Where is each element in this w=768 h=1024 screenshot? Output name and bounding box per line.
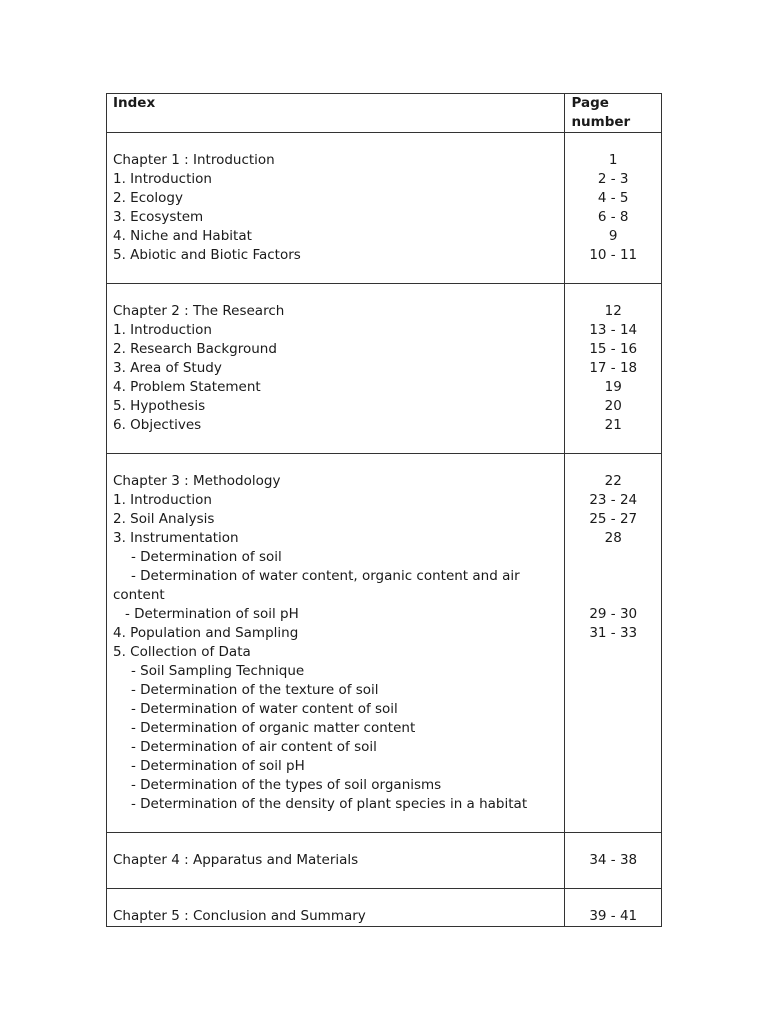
page-number: 23 - 24 — [589, 492, 638, 508]
section-item: 1. Introduction — [113, 171, 212, 187]
page-number: 12 — [604, 303, 622, 319]
section-item: 5. Abiotic and Biotic Factors — [113, 247, 301, 263]
section-item: 1. Introduction — [113, 492, 212, 508]
chapter-title: Chapter 1 : Introduction — [113, 152, 275, 168]
chapter-title: Chapter 2 : The Research — [113, 303, 285, 319]
page-number: 1 — [608, 152, 618, 168]
subsection-item: - Determination of soil — [131, 549, 282, 565]
subsection-item: - Determination of air content of soil — [131, 739, 377, 755]
subsection-item: - Determination of water content, organic content and air — [131, 568, 520, 584]
subsection-item: - Determination of the texture of soil — [131, 682, 379, 698]
index-table — [106, 93, 662, 927]
subsection-item: - Soil Sampling Technique — [131, 663, 305, 679]
section-item: 5. Collection of Data — [113, 644, 251, 660]
page-number: 17 - 18 — [589, 360, 638, 376]
page-number — [571, 681, 655, 700]
index-header-label: Index — [113, 95, 156, 111]
section-item: 4. Population and Sampling — [113, 625, 299, 641]
page-number — [571, 795, 655, 814]
section-item: 3. Ecosystem — [113, 209, 204, 225]
chapter-4-titles — [107, 833, 565, 889]
section-item: 6. Objectives — [113, 417, 202, 433]
chapter-1-titles — [107, 133, 565, 284]
page-number: 39 - 41 — [589, 908, 638, 924]
section-item: 5. Hypothesis — [113, 398, 206, 414]
chapter-2-titles — [107, 284, 565, 454]
chapter-2-pages — [565, 284, 662, 454]
section-item: 3. Instrumentation — [113, 530, 239, 546]
chapter-1-pages — [565, 133, 662, 284]
chapter-3-titles — [107, 454, 565, 833]
chapter-5-titles — [107, 889, 565, 927]
subsection-item: - Determination of soil pH — [125, 606, 299, 622]
page-number: 20 — [604, 398, 622, 414]
page-number — [571, 662, 655, 681]
chapter-row-5 — [107, 889, 662, 927]
page-number: 10 - 11 — [589, 247, 638, 263]
chapter-4-pages — [565, 833, 662, 889]
section-item: 2. Ecology — [113, 190, 183, 206]
page-number: 28 — [604, 530, 622, 546]
page-number — [571, 738, 655, 757]
subsection-item: - Determination of the types of soil organisms — [131, 777, 442, 793]
section-item: 2. Research Background — [113, 341, 277, 357]
table-header-row — [107, 94, 662, 133]
page-header-line1: Page — [571, 95, 609, 111]
page-number: 13 - 14 — [589, 322, 638, 338]
section-item: 2. Soil Analysis — [113, 511, 215, 527]
chapter-3-pages — [565, 454, 662, 833]
subsection-item: - Determination of water content of soil — [131, 701, 398, 717]
page-number — [571, 586, 655, 605]
subsection-item: - Determination of soil pH — [131, 758, 305, 774]
page-number: 9 — [608, 228, 618, 244]
section-item: 1. Introduction — [113, 322, 212, 338]
page-number-header — [565, 94, 662, 133]
page-number: 22 — [604, 473, 622, 489]
chapter-title: Chapter 3 : Methodology — [113, 473, 281, 489]
chapter-row-2 — [107, 284, 662, 454]
page-number: 25 - 27 — [589, 511, 638, 527]
page-number — [571, 757, 655, 776]
chapter-5-pages — [565, 889, 662, 927]
page-number: 19 — [604, 379, 622, 395]
page-number — [571, 643, 655, 662]
chapter-row-3 — [107, 454, 662, 833]
page-number — [571, 548, 655, 567]
page-number — [571, 567, 655, 586]
section-item: 3. Area of Study — [113, 360, 222, 376]
page-number: 15 - 16 — [589, 341, 638, 357]
page-number: 31 - 33 — [589, 625, 638, 641]
chapter-title: Chapter 5 : Conclusion and Summary — [113, 908, 366, 924]
section-item: 4. Problem Statement — [113, 379, 261, 395]
page-number: 34 - 38 — [589, 852, 638, 868]
subsection-item: - Determination of the density of plant species in a habitat — [131, 796, 528, 812]
chapter-row-4 — [107, 833, 662, 889]
page-header-line2: number — [571, 114, 631, 130]
page-number — [571, 776, 655, 795]
page-number: 6 - 8 — [597, 209, 629, 225]
section-item: 4. Niche and Habitat — [113, 228, 252, 244]
page-number: 2 - 3 — [597, 171, 629, 187]
page-number: 29 - 30 — [589, 606, 638, 622]
page-number: 21 — [604, 417, 622, 433]
subsection-item-continued: content — [113, 587, 165, 603]
subsection-item: - Determination of organic matter content — [131, 720, 416, 736]
page-number: 4 - 5 — [597, 190, 629, 206]
page-number — [571, 700, 655, 719]
index-header — [107, 94, 565, 133]
page-number — [571, 719, 655, 738]
chapter-title: Chapter 4 : Apparatus and Materials — [113, 852, 359, 868]
chapter-row-1 — [107, 133, 662, 284]
